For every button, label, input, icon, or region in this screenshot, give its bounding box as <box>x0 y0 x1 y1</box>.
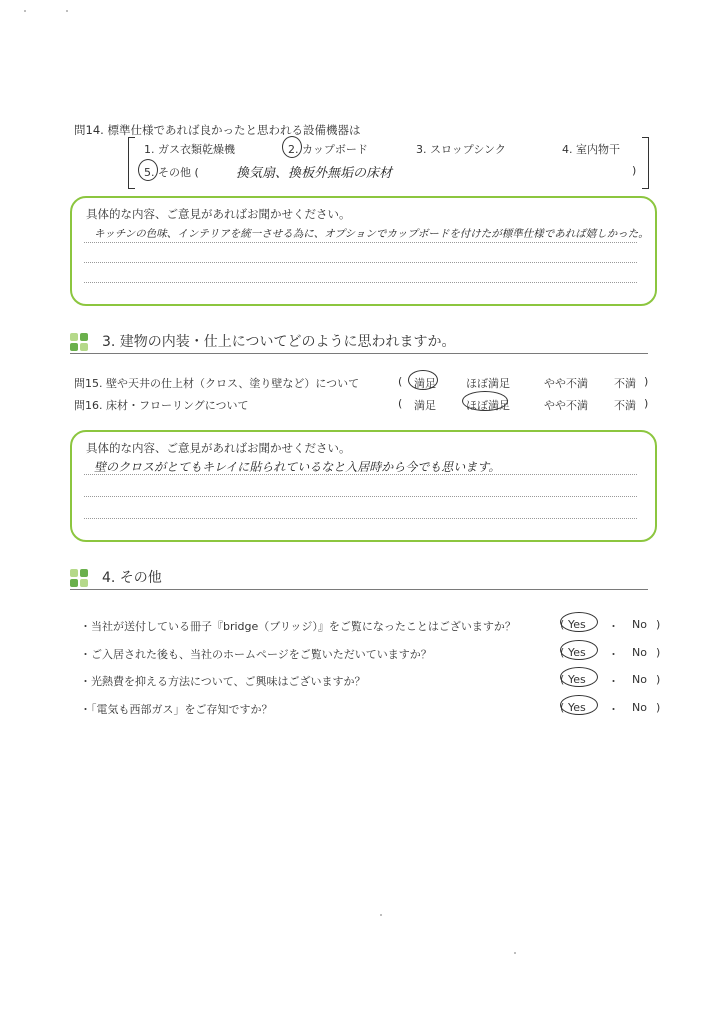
q16-scale-open: ( <box>398 397 403 410</box>
q14-option-4[interactable]: 4. 室内物干 <box>562 143 620 156</box>
others-2-close-paren: ) <box>656 646 661 659</box>
q15-scale-open: ( <box>398 375 403 388</box>
q14-option-1[interactable]: 1. ガス衣類乾燥機 <box>144 143 235 156</box>
others-4-yes-circle-mark <box>560 695 598 715</box>
clover-icon <box>70 579 78 587</box>
others-3-no[interactable]: No <box>632 673 647 686</box>
q16-mostly-circle-mark <box>462 391 508 411</box>
q14-option-5[interactable]: 5. その他 ( <box>144 166 199 179</box>
others-question-3: ・光熱費を抑える方法について、ご興味はございますか？ <box>80 675 366 688</box>
others-2-open-paren: ( <box>560 646 565 659</box>
q14-left-bracket <box>128 137 135 189</box>
q16-option-satisfied[interactable]: 満足 <box>414 399 436 412</box>
q14-right-bracket <box>642 137 649 189</box>
scan-speck <box>380 914 382 916</box>
yn-separator: ・ <box>608 620 619 633</box>
q16-option-somewhat[interactable]: やや不満 <box>544 399 588 412</box>
q16-scale-close: ) <box>644 397 649 410</box>
section-3-title: 3. 建物の内装・仕上についてどのように思われますか。 <box>102 334 456 350</box>
others-3-yes[interactable]: Yes <box>568 673 586 686</box>
q14-option-5-circle-mark <box>138 159 158 181</box>
section-3-header <box>70 330 648 354</box>
scan-speck <box>66 10 68 12</box>
section-4-header <box>70 566 648 590</box>
section-divider <box>70 589 648 590</box>
q15-option-satisfied[interactable]: 満足 <box>414 377 436 390</box>
others-question-1: ・当社が送付している冊子『bridge（ブリッジ）』をご覧になったことはございますか？ <box>80 620 516 633</box>
writing-line <box>84 474 637 475</box>
others-question-4: ・「電気も西部ガス」をご存知ですか？ <box>80 703 273 716</box>
q14-option-3[interactable]: 3. スロップシンク <box>416 143 506 156</box>
yn-separator: ・ <box>608 648 619 661</box>
others-3-close-paren: ) <box>656 673 661 686</box>
comment-box-1-handwritten-answer: キッチンの色味、インテリアを統一させる為に、オプションでカップボードを付けたが標準仕様であれば嬉しかった。 <box>94 228 649 240</box>
comment-box-2-prompt: 具体的な内容、ご意見があればお聞かせください。 <box>86 441 351 455</box>
q15-scale-close: ) <box>644 375 649 388</box>
comment-box-2-handwritten-answer: 壁のクロスがとてもキレイに貼られているなと入居時から今でも思います。 <box>94 460 501 474</box>
clover-icon <box>70 569 78 577</box>
comment-box-1-prompt: 具体的な内容、ご意見があればお聞かせください。 <box>86 207 351 221</box>
others-4-yes[interactable]: Yes <box>568 701 586 714</box>
others-2-yes[interactable]: Yes <box>568 646 586 659</box>
others-1-close-paren: ) <box>656 618 661 631</box>
clover-icon <box>80 579 88 587</box>
clover-icon <box>80 333 88 341</box>
q14-close-paren: ) <box>632 164 637 177</box>
writing-line <box>84 282 637 283</box>
q16-option-mostly[interactable]: ほぼ満足 <box>466 399 510 412</box>
clover-icon <box>80 343 88 351</box>
q14-other-handwritten-answer: 換気扇、換板外無垢の床材 <box>236 166 393 181</box>
others-4-open-paren: ( <box>560 701 565 714</box>
writing-line <box>84 518 637 519</box>
others-1-yes[interactable]: Yes <box>568 618 586 631</box>
writing-line <box>84 262 637 263</box>
others-4-no[interactable]: No <box>632 701 647 714</box>
q15-option-mostly[interactable]: ほぼ満足 <box>466 377 510 390</box>
comment-box-2 <box>70 430 657 542</box>
others-2-no[interactable]: No <box>632 646 647 659</box>
q14-title: 問14. 標準仕様であれば良かったと思われる設備機器は <box>74 123 361 137</box>
clover-icon <box>70 343 78 351</box>
others-1-yes-circle-mark <box>560 612 598 632</box>
q15-option-unsatisfied[interactable]: 不満 <box>614 377 636 390</box>
section-divider <box>70 353 648 354</box>
others-3-yes-circle-mark <box>560 667 598 687</box>
q15-satisfied-circle-mark <box>408 370 438 390</box>
others-3-open-paren: ( <box>560 673 565 686</box>
scan-speck <box>24 10 26 12</box>
comment-box-1 <box>70 196 657 306</box>
section-4-title: 4. その他 <box>102 570 162 586</box>
clover-icon <box>80 569 88 577</box>
q15-option-somewhat[interactable]: やや不満 <box>544 377 588 390</box>
writing-line <box>84 242 637 243</box>
q15-title: 問15. 壁や天井の仕上材（クロス、塗り壁など）について <box>74 377 360 390</box>
q14-option-2-circle-mark <box>282 136 302 158</box>
q14-option-2[interactable]: 2. カップボード <box>288 143 368 156</box>
scan-speck <box>514 952 516 954</box>
others-4-close-paren: ) <box>656 701 661 714</box>
others-1-open-paren: ( <box>560 618 565 631</box>
q16-title: 問16. 床材・フローリングについて <box>74 399 249 412</box>
writing-line <box>84 496 637 497</box>
others-2-yes-circle-mark <box>560 640 598 660</box>
others-1-no[interactable]: No <box>632 618 647 631</box>
yn-separator: ・ <box>608 703 619 716</box>
others-question-2: ・ご入居された後も、当社のホームページをご覧いただいていますか？ <box>80 648 432 661</box>
yn-separator: ・ <box>608 675 619 688</box>
q16-option-unsatisfied[interactable]: 不満 <box>614 399 636 412</box>
clover-icon <box>70 333 78 341</box>
